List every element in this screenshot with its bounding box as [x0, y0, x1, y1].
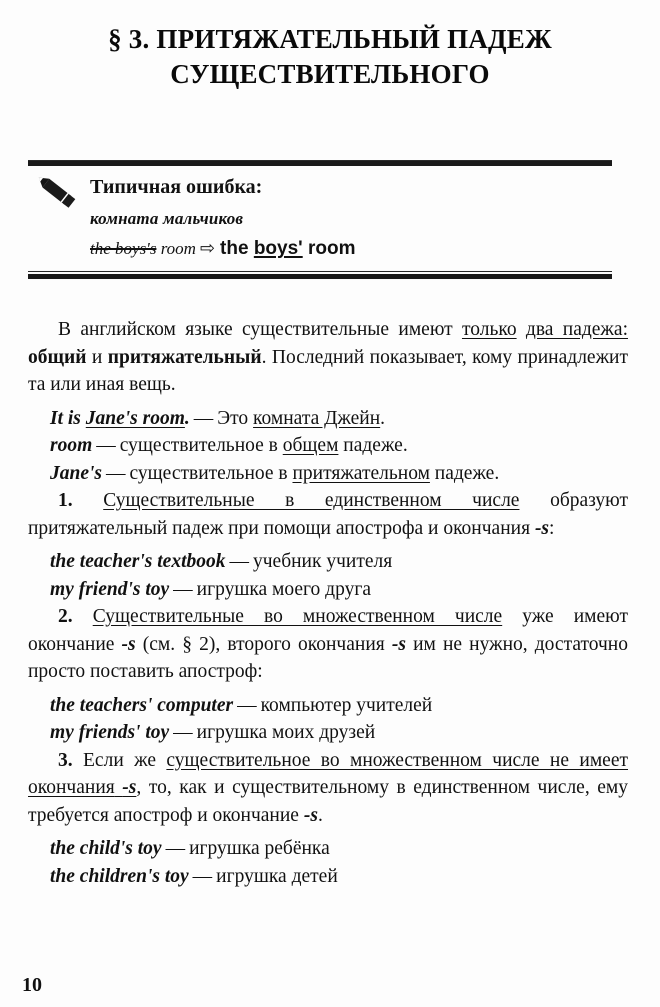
example-ru: учебник учителя [252, 551, 393, 572]
rule-1-ending: -s [534, 517, 550, 539]
intro-underline-1: только [461, 319, 517, 340]
example-ru-pre: существительное в [119, 435, 283, 456]
example-en: the teacher's textbook [50, 551, 226, 572]
example-dash: — [173, 722, 193, 743]
example-dash: — [165, 838, 186, 859]
page-title [0, 0, 660, 91]
correct-post: room [302, 238, 356, 260]
intro-text-d: и [86, 346, 108, 368]
intro-text-a: В английском языке существительные имеют [58, 319, 462, 340]
example-line [28, 576, 628, 604]
example-ru: игрушка моих друзей [196, 722, 376, 743]
intro-text-e: . Последний показывает, кому принадлежит та или иная вещь. [28, 346, 629, 395]
intro-bold-2: притяжательный [107, 346, 262, 368]
callout-correction-line [90, 237, 612, 261]
rule-2-underline: Существительные во множественном числе [92, 606, 503, 627]
example-ru-underline: притяжательном [292, 462, 430, 484]
example-en: the children's toy [50, 865, 189, 887]
example-en-post: . [184, 407, 190, 429]
rule-1-underline: Существительные в единственном числе [103, 490, 520, 511]
example-ru: игрушка моего друга [196, 578, 371, 600]
example-dash: — [106, 462, 126, 484]
typical-mistake-callout [28, 160, 612, 279]
rule-1-text-a: образуют притяжательный падеж при помощи апострофа и окончания [28, 490, 629, 539]
example-ru [130, 463, 500, 484]
example-ru [120, 435, 408, 456]
example-dash: — [193, 407, 214, 429]
example-en-pre: It is [50, 407, 86, 429]
arrow-right-icon: ⇨ [199, 238, 216, 260]
example-en: the child's toy [50, 838, 162, 859]
example-en: the teachers' computer [50, 694, 234, 716]
callout-russian-gloss: комната мальчиков [90, 209, 244, 228]
example-line [28, 692, 628, 720]
example-en-pre: Jane's [50, 462, 103, 484]
example-dash: — [192, 865, 213, 887]
rule-3-ending-2: -s [303, 804, 318, 826]
intro-underline-2: два падежа: [525, 319, 628, 340]
example-en-pre: room [50, 435, 93, 456]
page-title-line-2: СУЩЕСТВИТЕЛЬНОГО [170, 58, 490, 89]
callout-bottom-rule-thick [28, 274, 612, 279]
rule-1-paragraph [28, 487, 628, 542]
example-ru: игрушка детей [216, 865, 338, 887]
callout-body [28, 166, 612, 271]
correct-form [220, 238, 355, 259]
correct-highlight: boys' [253, 238, 303, 260]
incorrect-form [90, 239, 196, 258]
example-en: my friends' toy [50, 722, 170, 743]
page-number: 10 [22, 974, 42, 996]
rule-1-text-b: : [549, 517, 555, 539]
example-line [28, 863, 628, 891]
rule-2-text-mid: (см. § 2), второго окончания [135, 633, 392, 655]
pencil-icon [32, 174, 86, 214]
intro-bold-1: общий [28, 346, 87, 368]
intro-paragraph [28, 316, 628, 399]
rule-3-text-pre: Если же [83, 749, 167, 771]
rule-3-number: 3. [58, 749, 73, 771]
rule-3-text-c: . [317, 804, 323, 826]
rule-2-number: 2. [58, 606, 73, 627]
rule-3-text-b: , то, как и существительному в единственном числе, ему требуется апостроф и окончание [28, 777, 629, 826]
example-ru-pre: Это [217, 407, 254, 429]
example-line [28, 719, 628, 747]
correct-pre: the [220, 238, 254, 260]
example-en-underline: Jane's room [85, 407, 185, 429]
example-ru-post: падеже. [338, 435, 408, 456]
intro-examples [28, 405, 628, 488]
example-ru: компьютер учителей [260, 694, 433, 716]
example-ru-underline: комната Джейн [253, 407, 381, 429]
incorrect-tail: room [156, 239, 196, 259]
example-ru-underline: общем [282, 435, 339, 456]
page-title-line-1: § 3. ПРИТЯЖАТЕЛЬНЫЙ ПАДЕЖ [108, 24, 552, 54]
callout-text [90, 175, 612, 261]
rule-2-examples [28, 692, 628, 747]
rule-2-paragraph [28, 603, 628, 686]
rule-2-ending-1: -s [121, 633, 136, 655]
rule-2-text-a: уже имеют окончание [28, 606, 628, 655]
example-ru-pre: существительное в [129, 462, 293, 484]
struck-text: the boys's [90, 239, 157, 259]
example-dash: — [229, 551, 249, 572]
rule-3-ending-1: -s [122, 777, 137, 798]
rule-1-examples [28, 548, 628, 603]
example-line [28, 432, 628, 460]
example-ru [217, 408, 385, 429]
callout-bottom-rule-thin [28, 271, 612, 272]
example-en [50, 435, 92, 456]
rule-1-number: 1. [58, 490, 73, 511]
callout-heading: Типичная ошибка: [90, 176, 263, 198]
rule-2-text-b: им не нужно, достаточно просто поставить апостроф: [28, 633, 628, 682]
example-ru: игрушка ребёнка [189, 838, 330, 859]
intro-text-b [517, 319, 526, 340]
body-content [28, 316, 628, 890]
example-ru-post: . [380, 407, 386, 429]
example-ru-post: падеже. [429, 462, 500, 484]
example-line [28, 460, 628, 488]
example-dash: — [237, 694, 257, 716]
example-line [28, 405, 628, 433]
example-en [50, 408, 190, 429]
example-en [50, 463, 102, 484]
example-dash: — [96, 435, 116, 456]
rule-3-paragraph [28, 747, 628, 830]
example-dash: — [173, 578, 193, 600]
example-en: my friend's toy [50, 578, 170, 600]
example-line [28, 835, 628, 863]
rule-3-underline-text: существительное во множественном числе не имеет окончания [28, 749, 629, 798]
rule-2-ending-2: -s [391, 633, 406, 655]
rule-3-examples [28, 835, 628, 890]
example-line [28, 548, 628, 576]
